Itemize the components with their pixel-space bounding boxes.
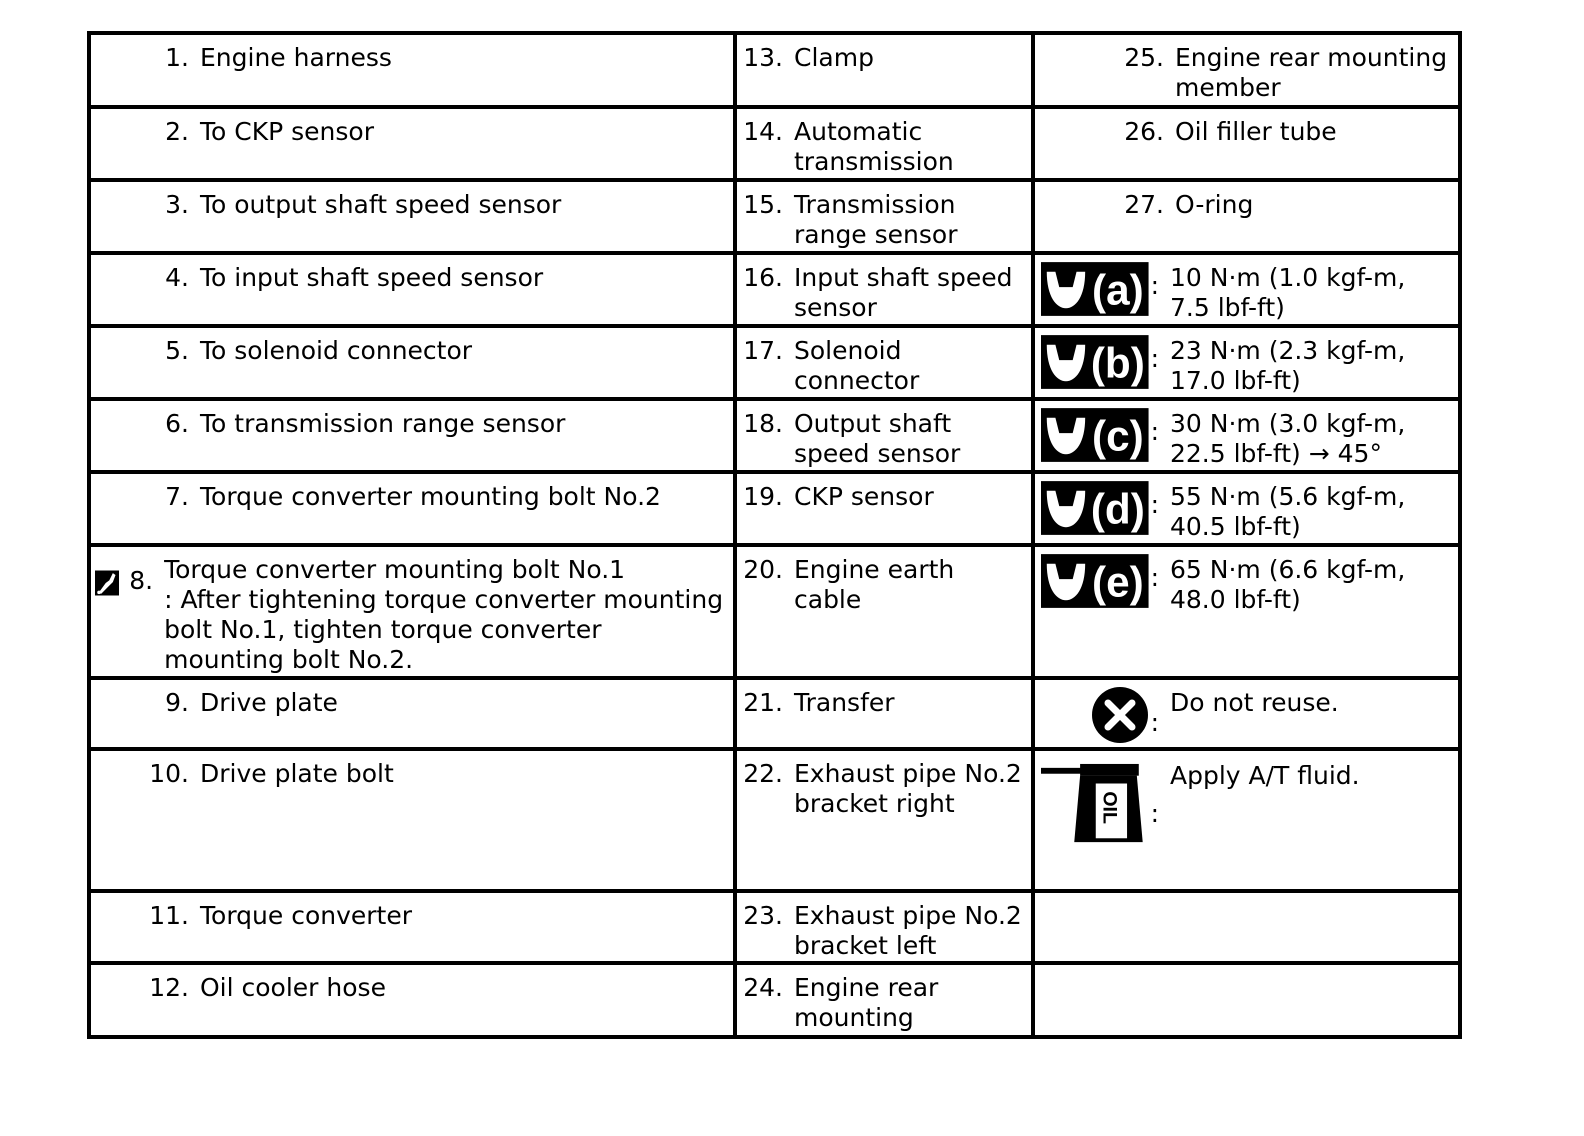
item-number: 17. — [743, 336, 783, 365]
wrench-letter: (b) — [1090, 339, 1145, 387]
colon: : — [1150, 708, 1159, 737]
item-label: CKP sensor — [794, 482, 934, 511]
item-note: : After tightening torque converter mounting bolt No.1, tighten torque converter mounting bolt No.2. — [164, 585, 724, 674]
item-label: To input shaft speed sensor — [200, 263, 544, 292]
item-label: Automatic transmission — [794, 117, 954, 176]
table-row — [89, 107, 1460, 180]
item-label: Do not reuse. — [1170, 688, 1339, 717]
item-label: Engine rear mounting — [794, 973, 939, 1032]
item-number: 6. — [165, 409, 189, 438]
do-not-reuse-icon — [1091, 686, 1149, 744]
item-number: 14. — [743, 117, 783, 146]
wrench-letter: (c) — [1092, 412, 1144, 460]
item-number: 22. — [743, 759, 783, 788]
wrench-letter: (d) — [1090, 485, 1145, 533]
empty-cell — [1033, 963, 1460, 1037]
item-number: 18. — [743, 409, 783, 438]
item-label: Exhaust pipe No.2 bracket right — [794, 759, 1022, 818]
item-label: Oil filler tube — [1175, 117, 1337, 146]
colon: : — [1150, 799, 1159, 828]
colon: : — [1150, 563, 1159, 592]
torque-wrench-icon — [1041, 553, 1149, 609]
table-row — [89, 253, 1460, 326]
item-label: Engine rear mounting member — [1175, 43, 1448, 102]
wrench-note-icon — [95, 555, 119, 611]
item-label: Torque converter mounting bolt No.2 — [200, 482, 661, 511]
item-number: 25. — [1124, 43, 1164, 72]
item-label: Clamp — [794, 43, 874, 72]
torque-wrench-icon — [1041, 334, 1149, 390]
item-label: To solenoid connector — [200, 336, 473, 365]
item-label: To transmission range sensor — [200, 409, 566, 438]
item-number: 26. — [1124, 117, 1164, 146]
item-number: 24. — [743, 973, 783, 1002]
item-number: 15. — [743, 190, 783, 219]
colon: : — [1150, 417, 1159, 446]
torque-spec: 10 N·m (1.0 kgf-m, 7.5 lbf-ft) — [1170, 263, 1406, 322]
item-label: Transmission range sensor — [794, 190, 958, 249]
item-number: 16. — [743, 263, 783, 292]
item-number: 27. — [1124, 190, 1164, 219]
item-label: Torque converter — [200, 901, 412, 930]
item-number: 5. — [165, 336, 189, 365]
item-label: Apply A/T fluid. — [1170, 761, 1360, 790]
item-number: 1. — [165, 43, 189, 72]
item-number: 13. — [743, 43, 783, 72]
table-row — [89, 399, 1460, 472]
item-number: 19. — [743, 482, 783, 511]
table-row — [89, 472, 1460, 545]
item-label: Transfer — [794, 688, 895, 717]
item-number: 11. — [149, 901, 189, 930]
item-number: 9. — [165, 688, 189, 717]
item-label: Torque converter mounting bolt No.1 — [164, 555, 626, 584]
item-label: Exhaust pipe No.2 bracket left — [794, 901, 1022, 960]
torque-spec: 55 N·m (5.6 kgf-m, 40.5 lbf-ft) — [1170, 482, 1406, 541]
torque-wrench-icon — [1041, 480, 1149, 536]
item-label: To output shaft speed sensor — [200, 190, 562, 219]
item-label: Drive plate — [200, 688, 338, 717]
table-row — [89, 33, 1460, 107]
item-number: 8. — [129, 566, 154, 595]
torque-spec: 65 N·m (6.6 kgf-m, 48.0 lbf-ft) — [1170, 555, 1406, 614]
item-label: Drive plate bolt — [200, 759, 394, 788]
torque-wrench-icon — [1041, 261, 1149, 317]
colon: : — [1150, 344, 1159, 373]
torque-spec: 23 N·m (2.3 kgf-m, 17.0 lbf-ft) — [1170, 336, 1406, 395]
table-row — [89, 678, 1460, 749]
item-label: Engine earth cable — [794, 555, 955, 614]
parts-legend-table — [87, 31, 1462, 1039]
item-number: 21. — [743, 688, 783, 717]
table-row — [89, 180, 1460, 253]
torque-wrench-icon — [1041, 407, 1149, 463]
item-label: Oil cooler hose — [200, 973, 386, 1002]
item-number: 12. — [149, 973, 189, 1002]
item-number: 23. — [743, 901, 783, 930]
oil-label: OIL — [1098, 791, 1121, 824]
table-row — [89, 963, 1460, 1037]
item-number: 2. — [165, 117, 189, 146]
colon: : — [1150, 271, 1159, 300]
empty-cell — [1033, 891, 1460, 963]
table-row — [89, 749, 1460, 891]
table-row — [89, 891, 1460, 963]
item-label: O-ring — [1175, 190, 1254, 219]
item-number: 7. — [165, 482, 189, 511]
wrench-letter: (e) — [1092, 558, 1144, 606]
item-label: Engine harness — [200, 43, 392, 72]
oil-can-icon — [1041, 761, 1149, 851]
table-row — [89, 545, 1460, 678]
item-label: Solenoid connector — [794, 336, 920, 395]
item-label: Input shaft speed sensor — [794, 263, 1013, 322]
colon: : — [1150, 490, 1159, 519]
wrench-letter: (a) — [1092, 266, 1144, 314]
item-number: 4. — [165, 263, 189, 292]
torque-spec: 30 N·m (3.0 kgf-m, 22.5 lbf-ft) → 45° — [1170, 409, 1406, 468]
item-number: 3. — [165, 190, 189, 219]
item-label: Output shaft speed sensor — [794, 409, 961, 468]
table-row — [89, 326, 1460, 399]
item-number: 10. — [149, 759, 189, 788]
item-number: 20. — [743, 555, 783, 584]
item-label: To CKP sensor — [200, 117, 374, 146]
